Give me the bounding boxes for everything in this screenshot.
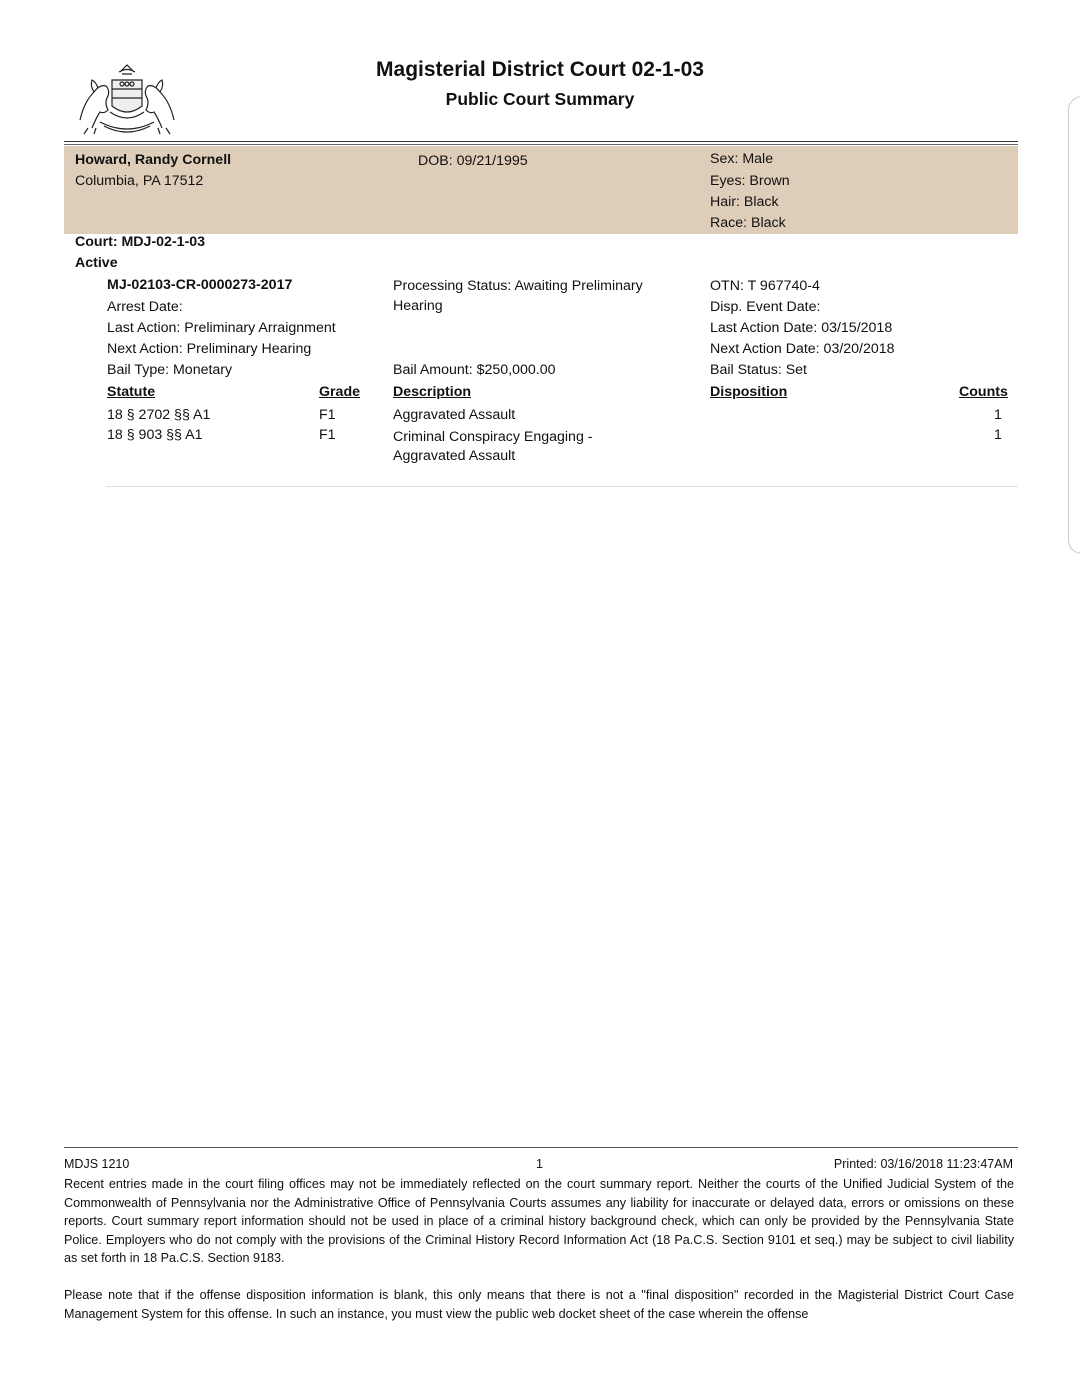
defendant-race: Race: Black [710,215,786,231]
report-subtitle: Public Court Summary [445,89,635,109]
next-action-date: Next Action Date: 03/20/2018 [710,341,895,357]
charge-statute: 18 § 903 §§ A1 [107,427,203,443]
bail-status: Bail Status: Set [710,362,807,378]
page-number: 1 [536,1157,543,1171]
printed-timestamp: Printed: 03/16/2018 11:23:47AM [833,1157,1013,1171]
disclaimer-paragraph: Recent entries made in the court filing offices may not be immediately reflected on the court summary report. Neither the courts of the Unified Judicial System of the Commonwealth of Pennsylvania nor the Administrative Office of Pennsylvania Courts assumes any liability for inaccurate or delayed data, errors or omissions on these reports. Court summary report information should not be used in place of a criminal history background check, which can only be provided by the Pennsylvania State Police. Employers who do not comply with the provisions of the Criminal History Record Information Act (18 Pa.C.S. Section 9101 et seq.) may be subject to civil liability as set forth in 18 Pa.C.S. Section 9183. [64,1177,1014,1266]
case-status-heading: Active [75,255,118,271]
header-counts: Counts [959,384,1008,400]
bail-amount: Bail Amount: $250,000.00 [393,362,556,378]
disp-event-date: Disp. Event Date: [710,299,821,315]
footer-divider [64,1147,1018,1148]
docket-number: MJ-02103-CR-0000273-2017 [107,277,293,293]
processing-status-line2: Hearing [393,298,443,314]
otn: OTN: T 967740-4 [710,278,820,294]
header-description: Description [393,384,472,400]
case-divider [106,486,1018,487]
defendant-eyes: Eyes: Brown [710,173,790,189]
last-action: Last Action: Preliminary Arraignment [107,320,336,336]
court-label: Court: MDJ-02-1-03 [75,234,206,250]
defendant-hair: Hair: Black [710,194,779,210]
charge-statute: 18 § 2702 §§ A1 [107,407,211,423]
charge-grade: F1 [319,407,336,423]
header-grade: Grade [319,384,361,400]
last-action-date: Last Action Date: 03/15/2018 [710,320,893,336]
bail-type: Bail Type: Monetary [107,362,233,378]
defendant-address: Columbia, PA 17512 [75,173,204,189]
court-title: Magisterial District Court 02-1-03 [376,58,704,81]
header-statute: Statute [107,384,156,400]
charge-counts: 1 [994,407,1002,423]
form-id: MDJS 1210 [64,1157,130,1171]
header-disposition: Disposition [710,384,788,400]
charge-description-continued: Aggravated Assault [393,448,516,464]
defendant-sex: Sex: Male [710,151,774,167]
defendant-name: Howard, Randy Cornell [75,152,232,168]
header-divider [64,141,1018,142]
arrest-date: Arrest Date: [107,299,183,315]
charge-counts: 1 [994,427,1002,443]
next-action: Next Action: Preliminary Hearing [107,341,312,357]
charge-description: Criminal Conspiracy Engaging - [393,429,593,445]
defendant-dob: DOB: 09/21/1995 [418,153,528,169]
processing-status-line1: Processing Status: Awaiting Preliminary [393,278,643,294]
charge-description: Aggravated Assault [393,407,516,423]
charge-grade: F1 [319,427,336,443]
page-edge-tab [1068,96,1080,554]
disposition-note-paragraph: Please note that if the offense disposition information is blank, this only means that there is not a "final disposition" recorded in the Magisterial District Court Case Management System for this offense. In such an instance, you must view the public web docket sheet of the case wherein the offense [64,1288,1014,1321]
header-divider-secondary [64,144,1018,145]
